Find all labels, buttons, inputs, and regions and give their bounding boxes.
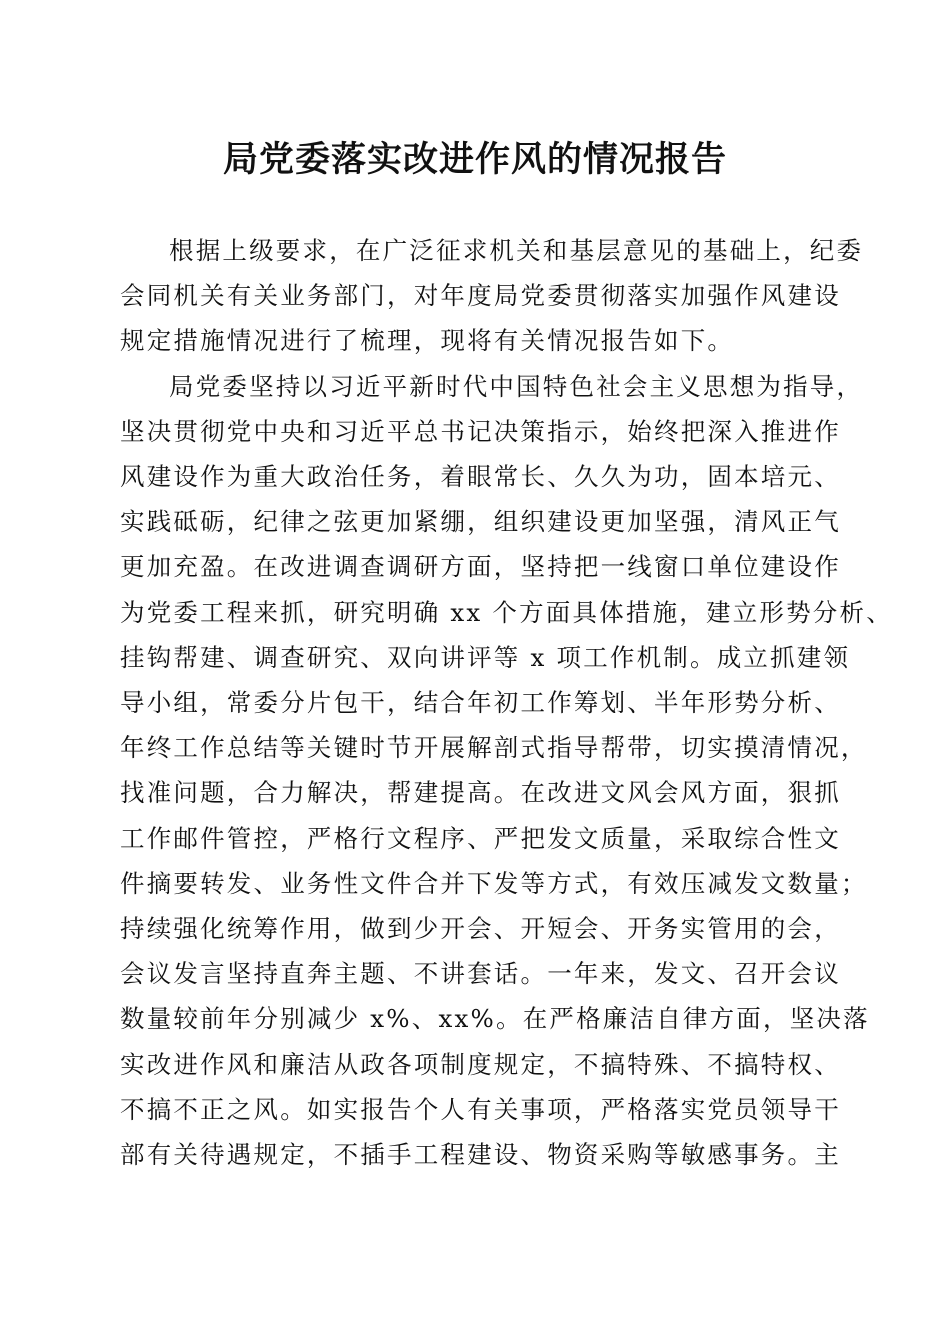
paragraph-intro [120,228,864,364]
text-line: 为党委工程来抓，研究明确 xx 个方面具体措施，建立形势分析、 [120,597,893,627]
text-line: 实改进作风和廉洁从政各项制度规定，不搞特殊、不搞特权、 [120,1049,841,1079]
text-line: 年终工作总结等关键时节开展解剖式指导帮带，切实摸清情况， [120,733,868,763]
text-line: 风建设作为重大政治任务，着眼常长、久久为功，固本培元、 [120,462,841,492]
text-line: 工作邮件管控，严格行文程序、严把发文质量，采取综合性文 [120,823,841,853]
document-title: 局党委落实改进作风的情况报告 [222,139,727,180]
paragraph-main [120,364,893,1178]
text-line: 会同机关有关业务部门，对年度局党委贯彻落实加强作风建设 [120,281,841,311]
text-line: 不搞不正之风。如实报告个人有关事项，严格落实党员领导干 [120,1094,841,1124]
text-line: 实践砥砺，纪律之弦更加紧绷，组织建设更加坚强，清风正气 [120,507,841,537]
text-line: 找准问题，合力解决，帮建提高。在改进文风会风方面，狠抓 [120,778,841,808]
text-line: 局党委坚持以习近平新时代中国特色社会主义思想为指导， [169,371,864,401]
text-line: 更加充盈。在改进调查调研方面，坚持把一线窗口单位建设作 [120,552,841,582]
text-line: 部有关待遇规定，不插手工程建设、物资采购等敏感事务。主 [120,1140,841,1170]
text-line: 根据上级要求，在广泛征求机关和基层意见的基础上，纪委 [169,236,864,265]
text-line: 导小组，常委分片包干，结合年初工作筹划、半年形势分析、 [120,688,841,718]
text-line: 会议发言坚持直奔主题、不讲套话。一年来，发文、召开会议 [120,959,841,989]
document-body [120,228,893,1177]
text-line: 挂钩帮建、调查研究、双向讲评等 x 项工作机制。成立抓建领 [120,642,851,672]
text-line: 坚决贯彻党中央和习近平总书记决策指示，始终把深入推进作 [120,416,841,446]
text-line: 件摘要转发、业务性文件合并下发等方式，有效压减发文数量； [120,868,868,898]
text-line: 规定措施情况进行了梳理，现将有关情况报告如下。 [120,326,735,356]
text-line: 持续强化统筹作用，做到少开会、开短会、开务实管用的会， [120,914,841,944]
text-line: 数量较前年分别减少 x%、xx%。在严格廉洁自律方面，坚决落 [120,1004,870,1034]
